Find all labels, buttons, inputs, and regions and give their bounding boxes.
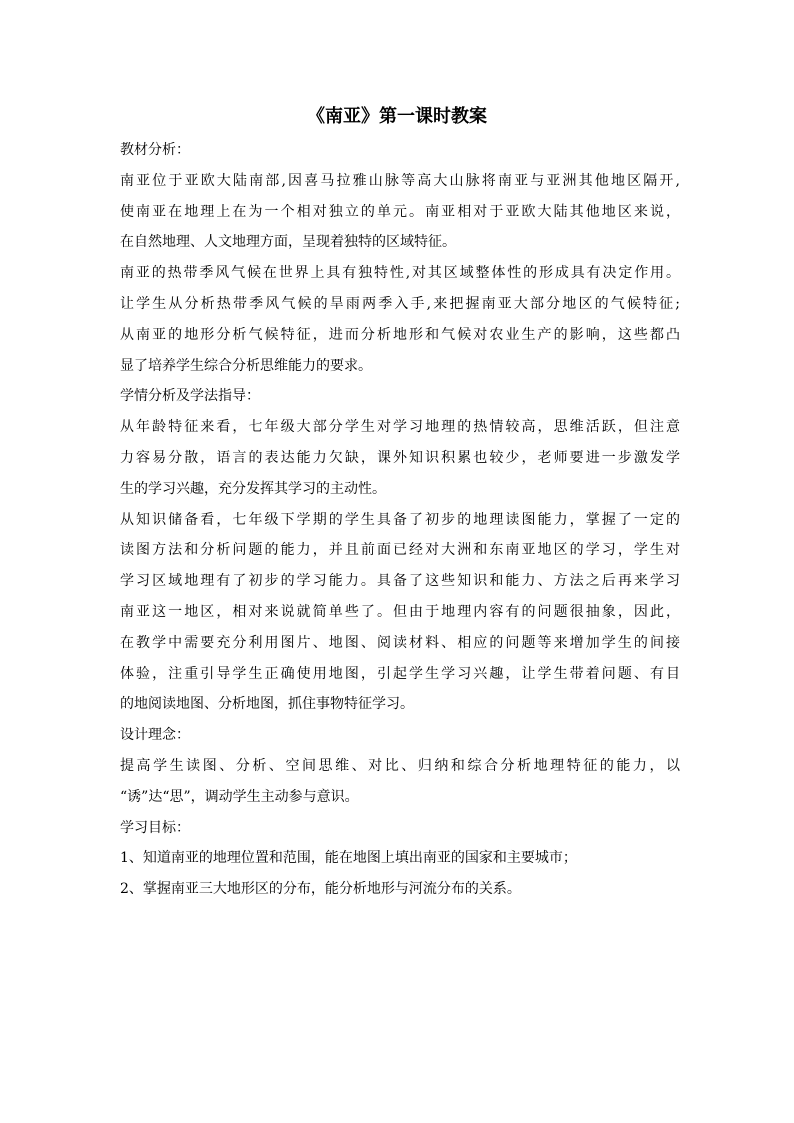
paragraph-line: 从知识储备看，七年级下学期的学生具备了初步的地理读图能力，掌握了一定的 [120,511,680,528]
paragraph-line: 显了培养学生综合分析思维能力的要求。 [120,357,372,374]
section-heading-material-analysis: 教材分析： [120,142,190,158]
section-heading-learning-objectives: 学习目标： [120,819,190,836]
paragraph-line: 从年龄特征来看，七年级大部分学生对学习地理的热情较高，思维活跃，但注意 [120,419,680,436]
paragraph-line: 读图方法和分析问题的能力，并且前面已经对大洲和东南亚地区的学习，学生对 [120,542,680,559]
paragraph-line: “诱”达“思”，调动学生主动参与意识。 [120,788,359,805]
paragraph-line: 生的学习兴趣，充分发挥其学习的主动性。 [120,480,386,497]
document-body [120,135,680,905]
section-heading-design-concept: 设计理念： [120,727,190,744]
paragraph-line: 南亚位于亚欧大陆南部,因喜马拉雅山脉等高大山脉将南亚与亚洲其他地区隔开, [120,172,680,189]
paragraph-line: 使南亚在地理上在为一个相对独立的单元。南亚相对于亚欧大陆其他地区来说， [120,203,680,220]
paragraph-line: 在教学中需要充分利用图片、地图、阅读材料、相应的问题等来增加学生的间接 [120,634,680,651]
paragraph-line: 让学生从分析热带季风气候的旱雨两季入手,来把握南亚大部分地区的气候特征; [120,295,680,312]
list-item: 1、知道南亚的地理位置和范围，能在地图上填出南亚的国家和主要城市； [120,850,577,867]
document-title: 《南亚》第一课时教案 [307,106,487,127]
paragraph-line: 在自然地理、人文地理方面，呈现着独特的区域特征。 [120,234,456,251]
paragraph-line: 体验，注重引导学生正确使用地图，引起学生学习兴趣，让学生带着问题、有目 [120,665,680,682]
paragraph-line: 南亚这一地区，相对来说就简单些了。但由于地理内容有的问题很抽象，因此， [120,603,680,620]
paragraph-line: 南亚的热带季风气候在世界上具有独特性,对其区域整体性的形成具有决定作用。 [120,265,680,282]
paragraph-line: 学习区域地理有了初步的学习能力。具备了这些知识和能力、方法之后再来学习 [120,573,680,590]
list-item: 2、掌握南亚三大地形区的分布，能分析地形与河流分布的关系。 [120,881,521,898]
paragraph-line: 提高学生读图、分析、空间思维、对比、归纳和综合分析地理特征的能力，以 [120,757,680,774]
section-heading-student-analysis: 学情分析及学法指导： [120,388,260,405]
paragraph-line: 从南亚的地形分析气候特征，进而分析地形和气候对农业生产的影响，这些都凸 [120,326,680,343]
paragraph-line: 力容易分散，语言的表达能力欠缺，课外知识积累也较少，老师要进一步激发学 [120,449,680,466]
paragraph-line: 的地阅读地图、分析地图，抓住事物特征学习。 [120,696,414,713]
